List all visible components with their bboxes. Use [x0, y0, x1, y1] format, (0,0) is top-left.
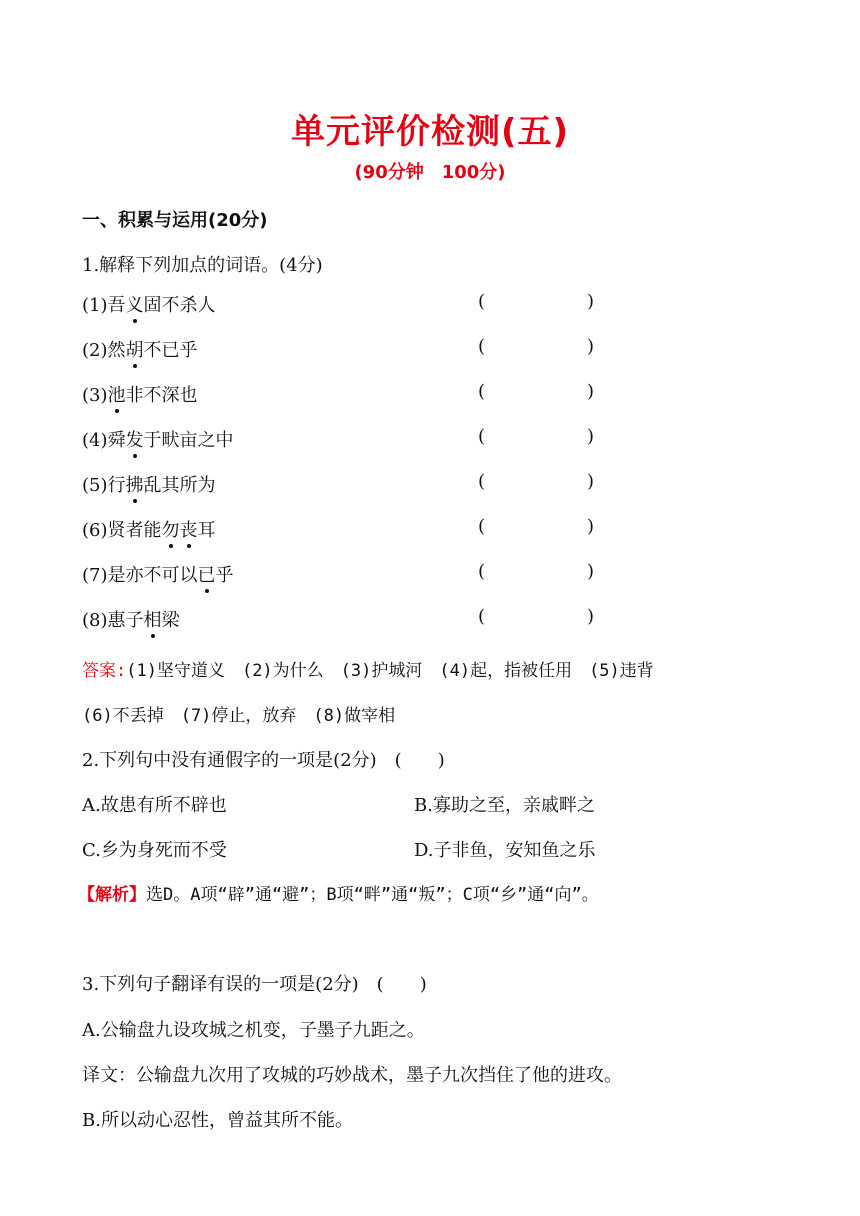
answer-line-1 [82, 656, 654, 681]
answer-blank-close: ) [587, 426, 595, 447]
option-b-q3: B.所以动心忍性，曾益其所不能。 [82, 1110, 353, 1131]
dotted-character: 拂 [126, 471, 144, 497]
vocab-item-text: (6)贤者能 [82, 520, 162, 541]
vocab-item-text: 乱其所为 [143, 475, 216, 496]
answer-blank-open: ( [478, 336, 486, 357]
analysis-text: 选D。A项“辟”通“避”；B项“畔”通“叛”；C项“乡”通“向”。 [146, 885, 599, 905]
vocab-item-text: 固不杀人 [143, 295, 216, 316]
option-d: D.子非鱼，安知鱼之乐 [414, 840, 596, 861]
dotted-character: 胡 [126, 336, 144, 362]
vocab-item-text: 不已乎 [143, 340, 198, 361]
page-subtitle: (90分钟 100分) [354, 162, 506, 183]
answer-blank-close: ) [587, 606, 595, 627]
analysis-label: 【解析】 [78, 885, 146, 905]
vocab-item [82, 471, 216, 497]
answer-blank-open: ( [478, 561, 486, 582]
answer-blank-close: ) [587, 561, 595, 582]
vocab-item [82, 381, 198, 407]
vocab-item [82, 606, 180, 632]
option-a-q3: A.公输盘九设攻城之机变，子墨子九距之。 [82, 1020, 425, 1041]
answer-label: 答案: [82, 661, 127, 681]
dotted-character: 已 [198, 561, 216, 587]
dotted-character: 义 [126, 291, 144, 317]
option-c: C.乡为身死而不受 [82, 840, 227, 861]
option-a: A.故患有所不辟也 [82, 795, 227, 816]
dotted-character: 池 [108, 381, 126, 407]
option-b: B.寡助之至，亲戚畔之 [414, 795, 595, 816]
vocab-item-text: (3) [82, 385, 108, 406]
section-heading: 一、积累与运用(20分) [82, 210, 268, 231]
vocab-item-text: (2)然 [82, 340, 126, 361]
dotted-character: 相 [144, 606, 162, 632]
vocab-item-text: 乎 [215, 565, 234, 586]
vocab-item [82, 561, 234, 587]
page-title: 单元评价检测(五) [290, 112, 570, 152]
vocab-item [82, 336, 198, 362]
vocab-item [82, 516, 216, 542]
vocab-item-text: (7)是亦不可以 [82, 565, 198, 586]
dotted-character: 发 [126, 426, 144, 452]
vocab-item-text: (4)舜 [82, 430, 126, 451]
dotted-character: 丧 [180, 516, 198, 542]
answer-blank-open: ( [478, 516, 486, 537]
answer-blank-open: ( [478, 606, 486, 627]
vocab-item-text: (8)惠子 [82, 610, 144, 631]
answer-blank-close: ) [587, 516, 595, 537]
question-1-stem: 1.解释下列加点的词语。(4分) [82, 255, 323, 276]
vocab-item [82, 426, 234, 452]
answer-blank-open: ( [478, 426, 486, 447]
answer-blank-close: ) [587, 381, 595, 402]
vocab-item-text: 梁 [161, 610, 180, 631]
answer-blank-close: ) [587, 291, 595, 312]
vocab-item [82, 291, 216, 317]
vocab-item-text: 非不深也 [125, 385, 198, 406]
vocab-item-text: (1)吾 [82, 295, 126, 316]
answer-text-1: (1)坚守道义 (2)为什么 (3)护城河 (4)起，指被任用 (5)违背 [126, 661, 654, 681]
vocab-item-text: (5)行 [82, 475, 126, 496]
question-3-stem: 3.下列句子翻译有误的一项是(2分) ( ) [82, 974, 427, 995]
answer-blank-close: ) [587, 336, 595, 357]
question-2-stem: 2.下列句中没有通假字的一项是(2分) ( ) [82, 750, 445, 771]
analysis-line [78, 880, 599, 905]
answer-blank-open: ( [478, 471, 486, 492]
answer-blank-open: ( [478, 291, 486, 312]
answer-line-2: (6)不丢掉 (7)停止，放弃 (8)做宰相 [82, 706, 396, 726]
answer-blank-close: ) [587, 471, 595, 492]
answer-blank-open: ( [478, 381, 486, 402]
dotted-character: 勿 [162, 516, 180, 542]
vocab-item-text: 耳 [197, 520, 216, 541]
vocab-item-text: 于畎亩之中 [143, 430, 234, 451]
translation-a: 译文：公输盘九次用了攻城的巧妙战术，墨子九次挡住了他的进攻。 [82, 1065, 622, 1086]
